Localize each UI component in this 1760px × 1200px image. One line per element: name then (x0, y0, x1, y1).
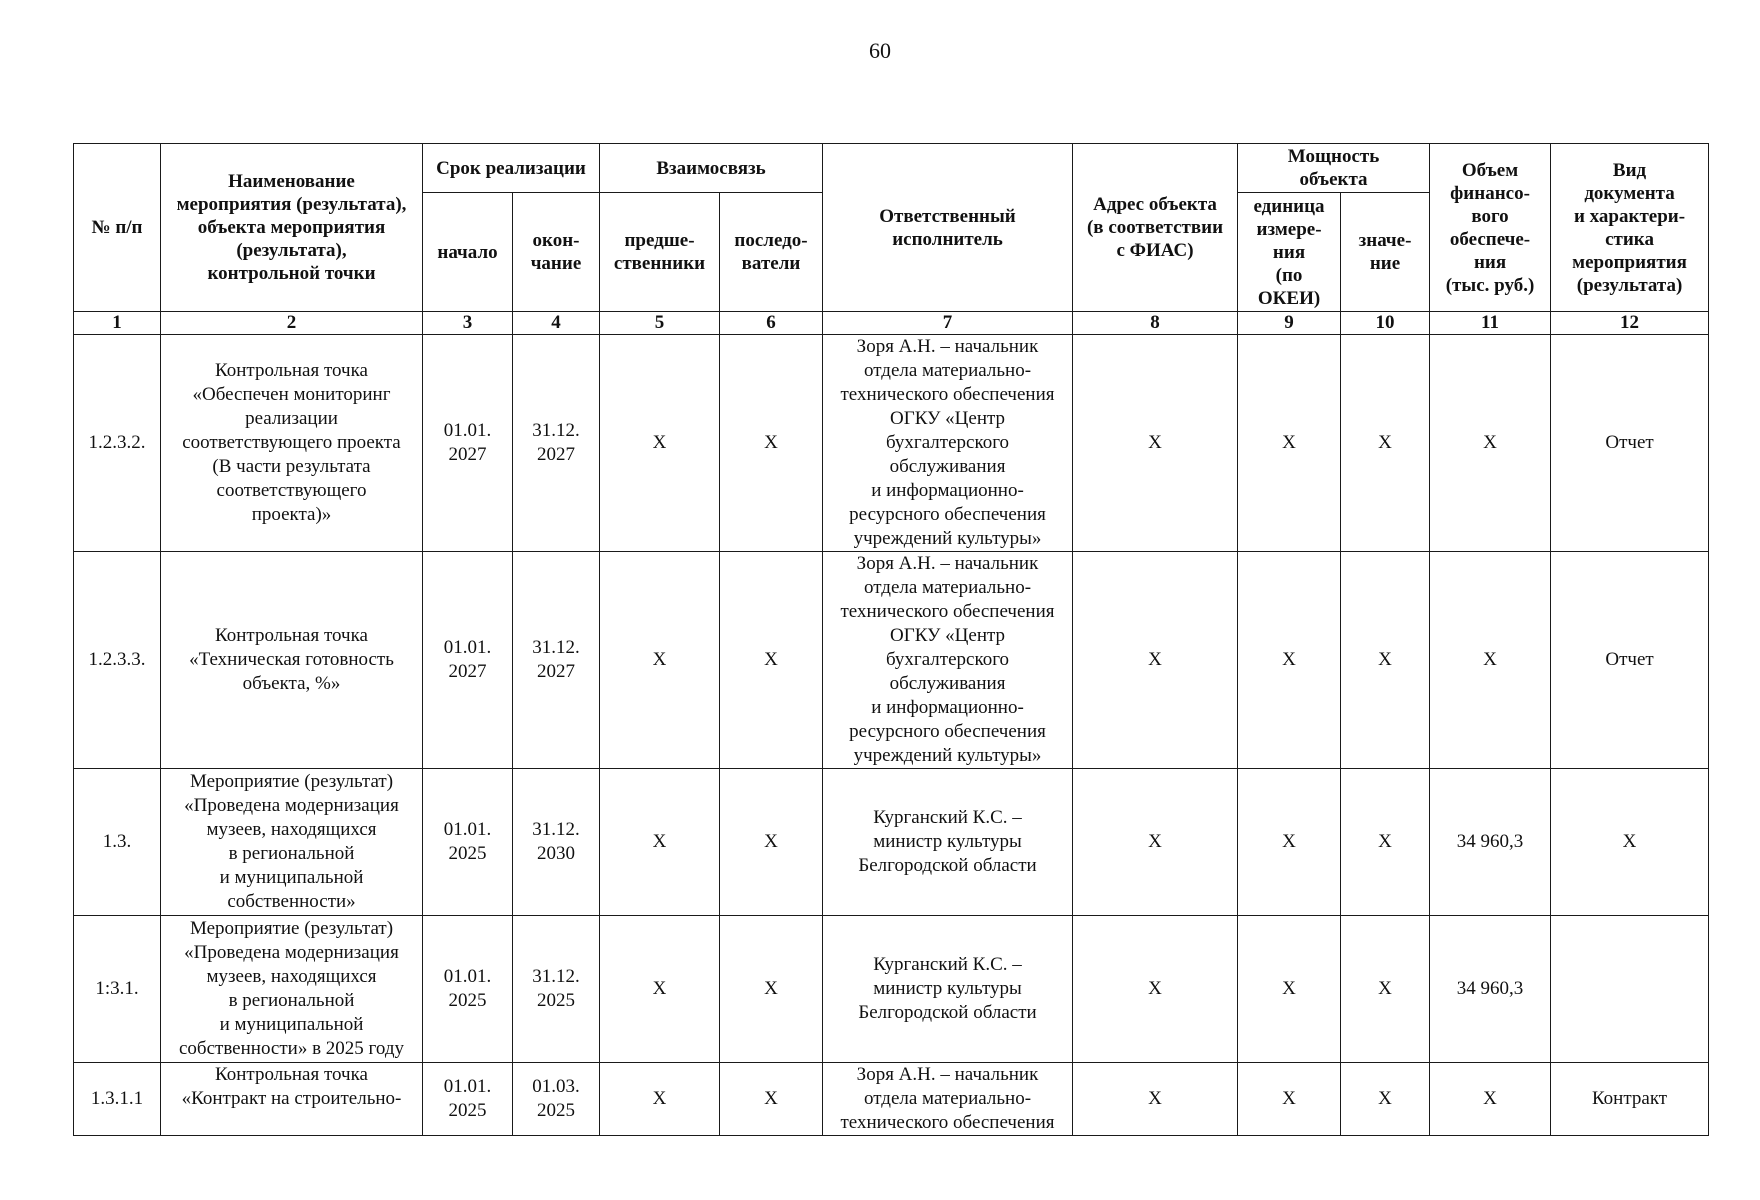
row-num: 1:3.1. (74, 916, 161, 1063)
row-end: 31.12. 2027 (513, 552, 600, 769)
row-next: X (720, 335, 823, 552)
row-name: Контрольная точка «Контракт на строительно- (161, 1063, 423, 1136)
row-num: 1.2.3.2. (74, 335, 161, 552)
header-link-next: последо- ватели (720, 193, 823, 312)
table-row (74, 769, 1709, 916)
table-row (74, 1063, 1709, 1136)
row-value: X (1341, 769, 1430, 916)
column-number: 5 (600, 312, 720, 335)
column-number: 10 (1341, 312, 1430, 335)
table-row (74, 335, 1709, 552)
page-number: 60 (869, 38, 891, 63)
row-name: Мероприятие (результат) «Проведена модернизация музеев, находящихся в региональной и муниципальной собственности» в 2025 году (161, 916, 423, 1063)
row-end: 31.12. 2027 (513, 335, 600, 552)
row-responsible: Зоря А.Н. – начальник отдела материально- технического обеспечения (823, 1063, 1073, 1136)
row-address: X (1073, 335, 1238, 552)
row-name: Мероприятие (результат) «Проведена модернизация музеев, находящихся в региональной и муниципальной собственности» (161, 769, 423, 916)
column-number: 2 (161, 312, 423, 335)
row-finance: X (1430, 1063, 1551, 1136)
row-prev: X (600, 769, 720, 916)
column-number: 8 (1073, 312, 1238, 335)
row-num: 1.3.1.1 (74, 1063, 161, 1136)
row-doc: Отчет (1551, 552, 1709, 769)
column-number: 4 (513, 312, 600, 335)
header-capacity-value: значе- ние (1341, 193, 1430, 312)
row-unit: X (1238, 769, 1341, 916)
column-number: 3 (423, 312, 513, 335)
row-name: Контрольная точка «Обеспечен мониторинг реализации соответствующего проекта (В части результата соответствующего проекта)» (161, 335, 423, 552)
header-link: Взаимосвязь (600, 144, 823, 193)
header-name: Наименование мероприятия (результата), объекта мероприятия (результата), контрольной точки (161, 144, 423, 312)
row-num: 1.2.3.3. (74, 552, 161, 769)
table-row (74, 916, 1709, 1063)
plan-table (73, 143, 1709, 1136)
row-unit: X (1238, 552, 1341, 769)
row-unit: X (1238, 1063, 1341, 1136)
row-prev: X (600, 552, 720, 769)
row-end: 01.03. 2025 (513, 1063, 600, 1136)
row-start: 01.01. 2025 (423, 916, 513, 1063)
row-unit: X (1238, 916, 1341, 1063)
row-address: X (1073, 916, 1238, 1063)
column-number: 11 (1430, 312, 1551, 335)
table-row (74, 552, 1709, 769)
row-doc (1551, 916, 1709, 1063)
header-term-end: окон- чание (513, 193, 600, 312)
row-responsible: Курганский К.С. – министр культуры Белгородской области (823, 769, 1073, 916)
row-finance: 34 960,3 (1430, 769, 1551, 916)
header-address: Адрес объекта (в соответствии с ФИАС) (1073, 144, 1238, 312)
row-name: Контрольная точка «Техническая готовность объекта, %» (161, 552, 423, 769)
row-num: 1.3. (74, 769, 161, 916)
row-start: 01.01. 2025 (423, 769, 513, 916)
row-doc: Отчет (1551, 335, 1709, 552)
row-finance: 34 960,3 (1430, 916, 1551, 1063)
row-responsible: Зоря А.Н. – начальник отдела материально- технического обеспечения ОГКУ «Центр бухгалтерского обслуживания и информационно- ресурсного обеспечения учреждений культуры» (823, 335, 1073, 552)
row-next: X (720, 916, 823, 1063)
row-next: X (720, 1063, 823, 1136)
row-address: X (1073, 552, 1238, 769)
column-number: 7 (823, 312, 1073, 335)
header-finance: Объем финансо- вого обеспече- ния (тыс. руб.) (1430, 144, 1551, 312)
row-finance: X (1430, 335, 1551, 552)
header-capacity: Мощность объекта (1238, 144, 1430, 193)
header-responsible: Ответственный исполнитель (823, 144, 1073, 312)
row-end: 31.12. 2025 (513, 916, 600, 1063)
header-term: Срок реализации (423, 144, 600, 193)
row-address: X (1073, 1063, 1238, 1136)
header-capacity-unit: единица измере- ния (по ОКЕИ) (1238, 193, 1341, 312)
row-end: 31.12. 2030 (513, 769, 600, 916)
column-number: 12 (1551, 312, 1709, 335)
row-prev: X (600, 335, 720, 552)
row-prev: X (600, 916, 720, 1063)
column-number: 6 (720, 312, 823, 335)
column-number: 1 (74, 312, 161, 335)
row-next: X (720, 769, 823, 916)
row-doc: X (1551, 769, 1709, 916)
row-value: X (1341, 916, 1430, 1063)
column-number: 9 (1238, 312, 1341, 335)
row-start: 01.01. 2025 (423, 1063, 513, 1136)
row-value: X (1341, 1063, 1430, 1136)
row-next: X (720, 552, 823, 769)
row-responsible: Зоря А.Н. – начальник отдела материально- технического обеспечения ОГКУ «Центр бухгалтерского обслуживания и информационно- ресурсного обеспечения учреждений культуры» (823, 552, 1073, 769)
row-unit: X (1238, 335, 1341, 552)
row-prev: X (600, 1063, 720, 1136)
header-doc: Вид документа и характери- стика мероприятия (результата) (1551, 144, 1709, 312)
row-finance: X (1430, 552, 1551, 769)
row-value: X (1341, 552, 1430, 769)
header-num: № п/п (74, 144, 161, 312)
header-term-start: начало (423, 193, 513, 312)
row-doc: Контракт (1551, 1063, 1709, 1136)
row-value: X (1341, 335, 1430, 552)
row-start: 01.01. 2027 (423, 335, 513, 552)
row-address: X (1073, 769, 1238, 916)
header-link-prev: предше- ственники (600, 193, 720, 312)
row-responsible: Курганский К.С. – министр культуры Белгородской области (823, 916, 1073, 1063)
row-start: 01.01. 2027 (423, 552, 513, 769)
